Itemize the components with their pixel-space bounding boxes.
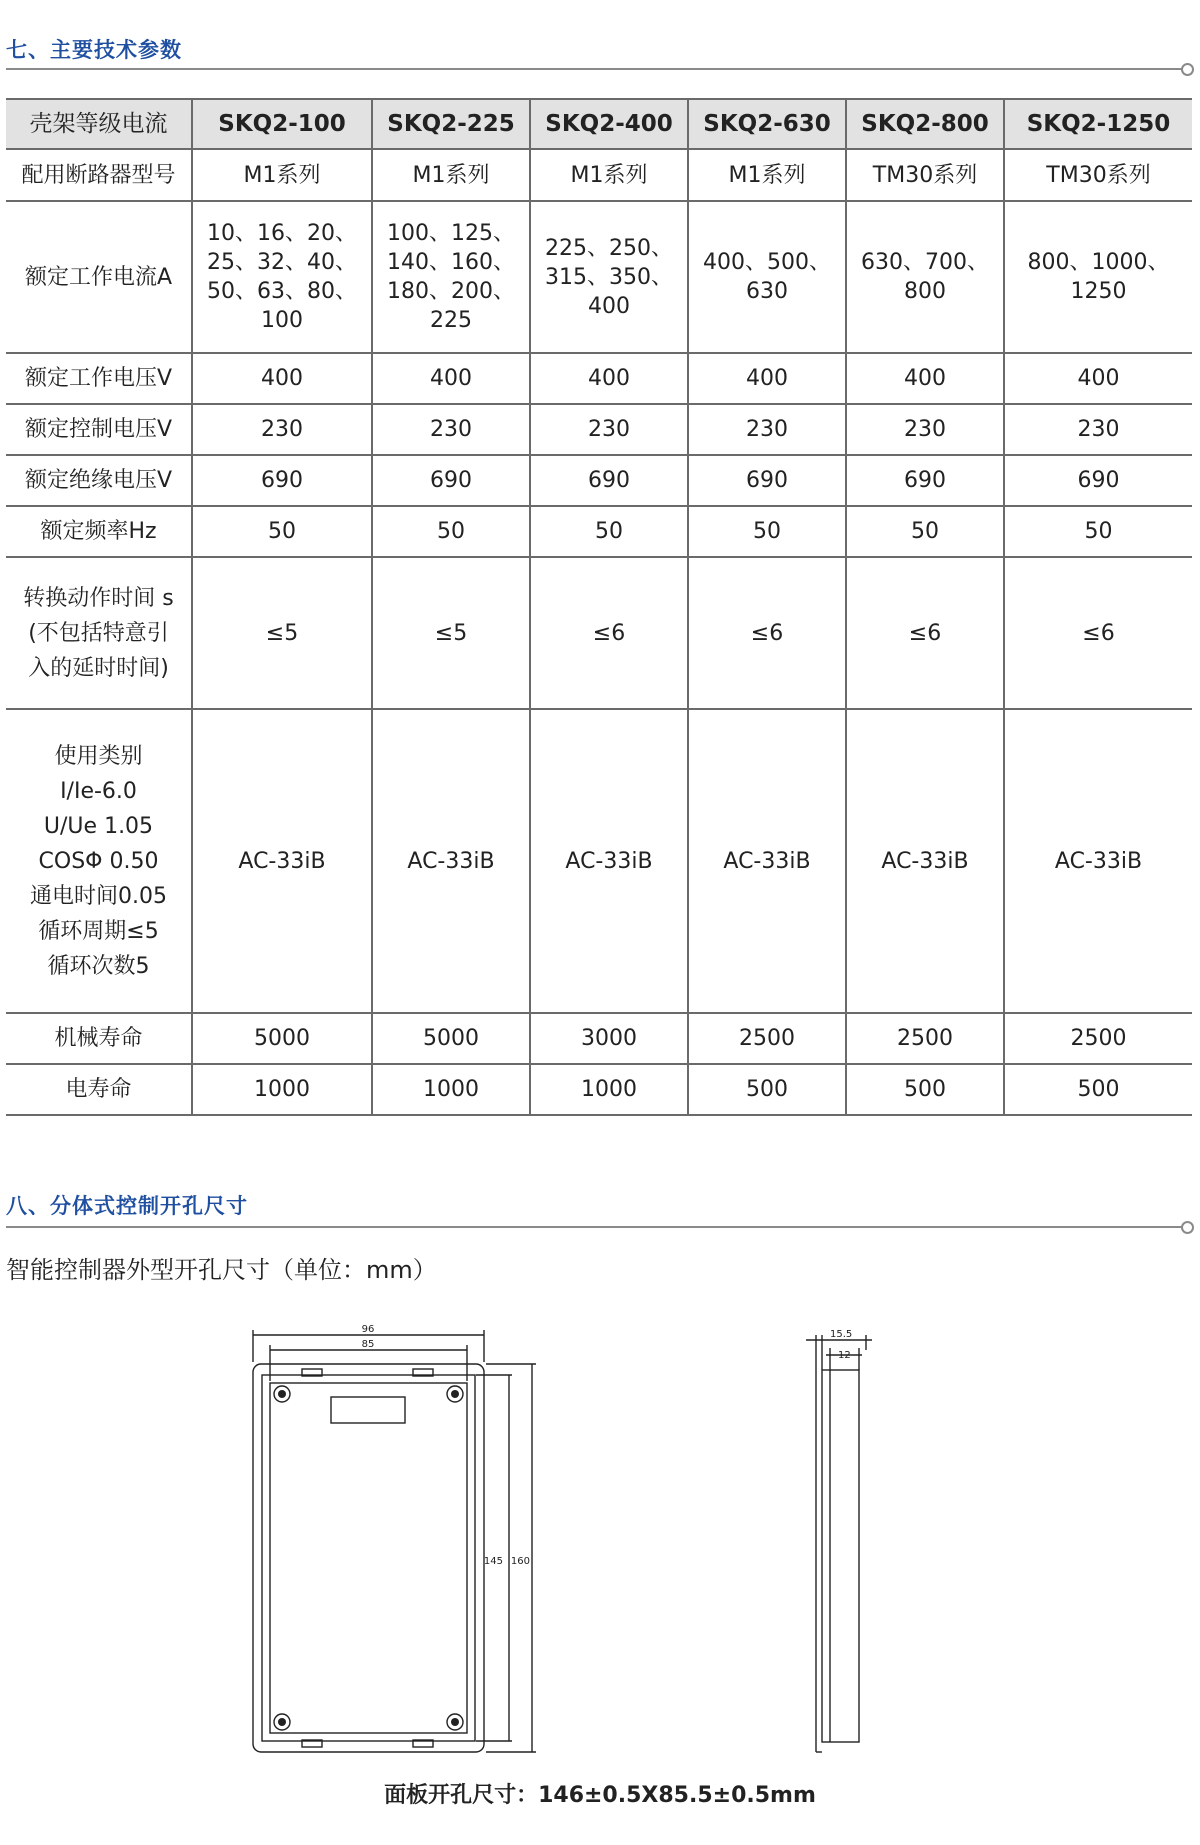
- table-cell: 400: [846, 353, 1004, 404]
- cell-line: 100: [261, 308, 303, 333]
- drawing-subtitle: 智能控制器外型开孔尺寸（单位：mm）: [6, 1256, 437, 1284]
- label-line: 通电时间0.05: [30, 883, 167, 909]
- table-cell: 690: [372, 455, 530, 506]
- table-cell: 50: [846, 506, 1004, 557]
- header-model: SKQ2-800: [846, 99, 1004, 149]
- table-cell: 1000: [192, 1064, 372, 1115]
- section-8-divider-end: [1181, 1221, 1194, 1234]
- header-model: SKQ2-225: [372, 99, 530, 149]
- cell-line: 50、63、80、: [207, 279, 357, 304]
- section-7-title: 七、主要技术参数: [6, 38, 182, 62]
- table-cell: ≤6: [1004, 557, 1192, 709]
- cell-line: 225、250、: [545, 235, 673, 261]
- table-cell: ≤6: [688, 557, 846, 709]
- table-row: [6, 149, 1192, 201]
- table-cell: 400: [192, 353, 372, 404]
- table-cell: 500: [1004, 1064, 1192, 1115]
- clip-tab: [413, 1369, 433, 1376]
- cell-line: 630: [746, 279, 788, 304]
- cell-line: 10、16、20、: [207, 221, 357, 246]
- table-cell: TM30系列: [846, 149, 1004, 201]
- table-cell: 3000: [530, 1013, 688, 1064]
- table-cell: 1000: [530, 1064, 688, 1115]
- table-cell: 690: [530, 455, 688, 506]
- header-model: SKQ2-1250: [1004, 99, 1192, 149]
- table-cell: M1系列: [192, 149, 372, 201]
- table-cell: [192, 201, 372, 353]
- header-frame-current: 壳架等级电流: [6, 99, 192, 149]
- table-cell: 400: [688, 353, 846, 404]
- section-8-divider: [6, 1226, 1182, 1228]
- header-model: SKQ2-630: [688, 99, 846, 149]
- label-line: 转换动作时间 s: [23, 585, 174, 611]
- section-7-divider: [6, 68, 1182, 70]
- row-label: 电寿命: [6, 1064, 192, 1115]
- table-cell: ≤5: [192, 557, 372, 709]
- cutout-caption: 面板开孔尺寸：146±0.5X85.5±0.5mm: [384, 1783, 816, 1808]
- table-cell: 5000: [372, 1013, 530, 1064]
- section-7-divider-end: [1181, 63, 1194, 76]
- table-cell: 230: [530, 404, 688, 455]
- row-label: 额定频率Hz: [6, 506, 192, 557]
- section-8-title: 八、分体式控制开孔尺寸: [6, 1194, 248, 1218]
- table-cell: 2500: [1004, 1013, 1192, 1064]
- row-label: 额定控制电压V: [6, 404, 192, 455]
- table-row: [6, 353, 1192, 404]
- table-cell: 500: [846, 1064, 1004, 1115]
- table-cell: [688, 201, 846, 353]
- mounting-hole: [274, 1714, 290, 1730]
- table-cell: 50: [530, 506, 688, 557]
- table-cell: 50: [1004, 506, 1192, 557]
- table-cell: AC-33iB: [1004, 709, 1192, 1013]
- mounting-hole: [274, 1386, 290, 1402]
- front-view-inner-panel: [270, 1383, 467, 1733]
- table-cell: AC-33iB: [530, 709, 688, 1013]
- cell-line: 800、1000、: [1027, 250, 1170, 275]
- dim-width-inner-label: 85: [361, 1339, 375, 1350]
- dim-height-inner-label: 145: [483, 1556, 503, 1567]
- row-label: 额定工作电流A: [6, 201, 192, 353]
- table-cell: AC-33iB: [192, 709, 372, 1013]
- table-cell: ≤6: [530, 557, 688, 709]
- cell-line: 315、350、: [545, 264, 673, 290]
- table-row: [6, 201, 1192, 353]
- table-cell: AC-33iB: [846, 709, 1004, 1013]
- dim-width-outer-label: 96: [361, 1324, 375, 1335]
- cell-line: 225: [430, 308, 472, 333]
- table-cell: AC-33iB: [372, 709, 530, 1013]
- table-cell: M1系列: [372, 149, 530, 201]
- header-model: SKQ2-400: [530, 99, 688, 149]
- table-cell: 5000: [192, 1013, 372, 1064]
- label-line: COSΦ 0.50: [38, 848, 159, 874]
- row-label: [6, 557, 192, 709]
- front-view-outer-frame: [253, 1364, 484, 1752]
- table-cell: 50: [372, 506, 530, 557]
- spec-table: [6, 98, 1192, 1116]
- table-cell: TM30系列: [1004, 149, 1192, 201]
- cell-line: 630、700、: [861, 250, 989, 275]
- table-cell: 690: [846, 455, 1004, 506]
- table-cell: M1系列: [688, 149, 846, 201]
- row-label: 配用断路器型号: [6, 149, 192, 201]
- table-row: [6, 1013, 1192, 1064]
- cell-line: 180、200、: [387, 279, 515, 304]
- cell-line: 100、125、: [387, 221, 515, 246]
- dim-depth-inner-label: 12: [838, 1350, 851, 1361]
- table-header-row: [6, 99, 1192, 149]
- table-cell: 2500: [846, 1013, 1004, 1064]
- label-line: I/Ie-6.0: [60, 778, 137, 804]
- table-cell: 690: [688, 455, 846, 506]
- table-cell: ≤5: [372, 557, 530, 709]
- table-cell: 230: [688, 404, 846, 455]
- table-cell: [372, 201, 530, 353]
- table-cell: 400: [372, 353, 530, 404]
- table-cell: 230: [1004, 404, 1192, 455]
- table-row: [6, 709, 1192, 1013]
- table-cell: 400: [530, 353, 688, 404]
- row-label: 机械寿命: [6, 1013, 192, 1064]
- table-cell: 690: [192, 455, 372, 506]
- table-cell: [846, 201, 1004, 353]
- table-cell: 500: [688, 1064, 846, 1115]
- cell-line: 1250: [1070, 279, 1127, 304]
- table-cell: 1000: [372, 1064, 530, 1115]
- dim-depth-outer-label: 15.5: [830, 1329, 853, 1340]
- cell-line: 400: [588, 293, 630, 319]
- table-cell: 230: [846, 404, 1004, 455]
- table-cell: AC-33iB: [688, 709, 846, 1013]
- table-cell: 400: [1004, 353, 1192, 404]
- table-cell: M1系列: [530, 149, 688, 201]
- label-line: 入的延时时间): [28, 655, 169, 681]
- dim-height-outer-label: 160: [510, 1556, 530, 1567]
- front-view-panel: [262, 1375, 475, 1741]
- table-row: [6, 404, 1192, 455]
- side-view-body: [822, 1370, 859, 1742]
- table-row: [6, 1064, 1192, 1115]
- table-cell: ≤6: [846, 557, 1004, 709]
- row-label: [6, 709, 192, 1013]
- row-label: 额定工作电压V: [6, 353, 192, 404]
- table-cell: [1004, 201, 1192, 353]
- cell-line: 400、500、: [703, 250, 831, 275]
- table-row: [6, 557, 1192, 709]
- clip-tab: [302, 1369, 322, 1376]
- cell-line: 25、32、40、: [207, 250, 357, 275]
- table-row: [6, 455, 1192, 506]
- clip-tab: [413, 1740, 433, 1747]
- row-label: 额定绝缘电压V: [6, 455, 192, 506]
- cell-line: 140、160、: [387, 250, 515, 275]
- header-model: SKQ2-100: [192, 99, 372, 149]
- mounting-hole: [447, 1714, 463, 1730]
- clip-tab: [302, 1740, 322, 1747]
- label-line: 循环次数5: [47, 953, 150, 979]
- table-cell: 230: [372, 404, 530, 455]
- table-cell: [530, 201, 688, 353]
- table-cell: 50: [688, 506, 846, 557]
- table-cell: 690: [1004, 455, 1192, 506]
- table-cell: 50: [192, 506, 372, 557]
- table-cell: 2500: [688, 1013, 846, 1064]
- label-line: (不包括特意引: [28, 620, 169, 646]
- label-line: 使用类别: [54, 743, 143, 769]
- label-line: U/Ue 1.05: [43, 813, 154, 839]
- label-line: 循环周期≤5: [38, 918, 159, 944]
- table-cell: 230: [192, 404, 372, 455]
- mounting-hole: [447, 1386, 463, 1402]
- display-window: [331, 1397, 405, 1423]
- table-row: [6, 506, 1192, 557]
- cell-line: 800: [904, 279, 946, 304]
